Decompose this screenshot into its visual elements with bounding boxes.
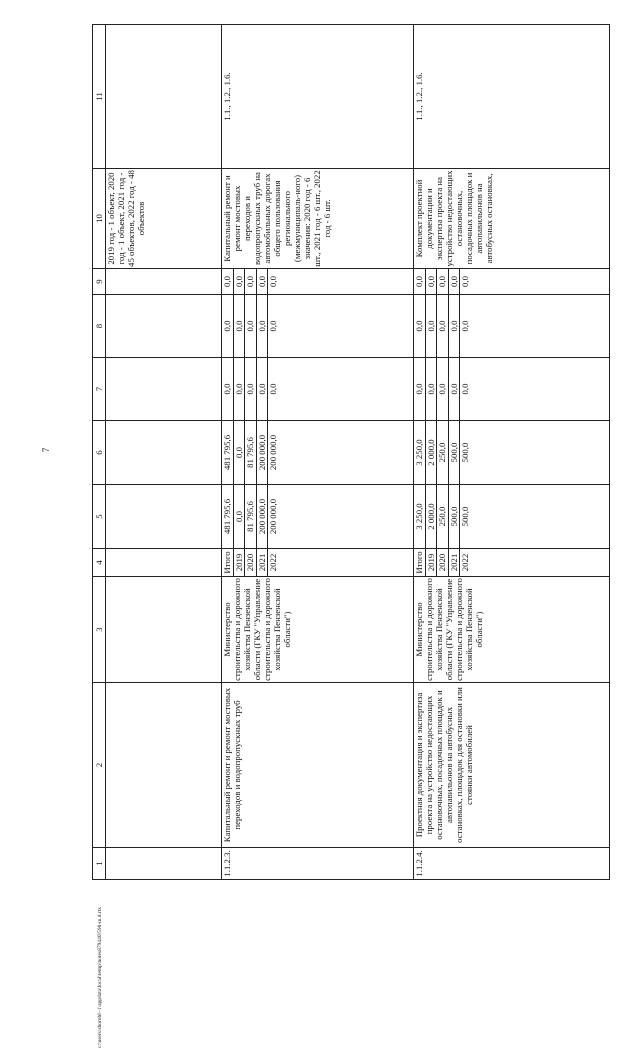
value-cell: 0,0	[222, 358, 234, 420]
value-cell: 481 795,6	[222, 485, 234, 548]
value-cell: 0,0	[268, 320, 278, 332]
value-cell: 0,0	[414, 269, 426, 294]
value-cell: 0,0	[257, 269, 269, 294]
row-result: Капитальный ремонт и ремонт мостовых переходов и водопропускных труб на автомобильных дорогах общего пользования регионального (межмуниципаль-ного) значения: 2020 год - 6 шт., 2021 год - 6 шт., 2022 год - 6 шт.	[222, 169, 414, 269]
row-indicators: 1.1., 1.2., 1.6.	[414, 25, 610, 169]
value-cell: 0,0	[234, 295, 246, 357]
value-cell: 500,0	[449, 421, 461, 484]
row-result: Комплект проектной документации и экспертиза проекта на устройство недостающих остановочных, посадочных площадок и автопавильонов на автобусных остановках,	[414, 169, 610, 269]
value-cell: 0,0	[257, 295, 269, 357]
year-cell: 2022	[460, 553, 470, 572]
header-cell: 5	[93, 485, 106, 549]
value-cell: 0,0	[234, 421, 246, 484]
year-cell: Итого	[414, 549, 426, 576]
row-name: Капитальный ремонт и ремонт мостовых переходов и водопропускных труб	[222, 683, 414, 848]
value-cell: 200 000,0	[268, 434, 278, 471]
header-cell: 10	[93, 169, 106, 269]
table-row-previous	[106, 25, 222, 880]
table-row	[414, 25, 610, 880]
value-cell: 0,0	[460, 320, 470, 332]
header-cell: 7	[93, 358, 106, 421]
year-cell: 2021	[449, 549, 461, 576]
year-cell: 2020	[437, 549, 449, 576]
value-cell: 500,0	[460, 442, 470, 463]
row-code: 1.1.2.3.	[222, 848, 414, 880]
value-cell: 200 000,0	[257, 485, 269, 548]
header-cell: 11	[93, 25, 106, 169]
file-path-footer: c:\users\shorohl~1\appdata\local\temp\notes879440\598-ш.d.rtx	[97, 906, 103, 1048]
value-cell: 0,0	[426, 358, 438, 420]
rotated-table-container	[92, 25, 607, 880]
value-cell: 0,0	[426, 269, 438, 294]
value-cell: 0,0	[234, 485, 246, 548]
value-cell: 0,0	[245, 358, 257, 420]
header-cell: 1	[93, 848, 106, 880]
row-executor: Министерство строительства и дорожного хозяйства Пензенской области (ГКУ "Управление строительства и дорожного хозяйства Пензенской области")	[222, 577, 414, 683]
year-cell: 2020	[245, 549, 257, 576]
value-cell: 81 795,6	[245, 485, 257, 548]
value-cell: 0,0	[257, 358, 269, 420]
header-cell: 6	[93, 421, 106, 485]
value-cell: 0,0	[426, 295, 438, 357]
header-cell: 9	[93, 269, 106, 295]
value-cell: 500,0	[449, 485, 461, 548]
value-cell: 2 000,0	[426, 421, 438, 484]
year-cell: Итого	[222, 549, 234, 576]
row-name: Проектная документация и экспертиза проекта на устройство недостающих остановочных, посадочных площадок и автопавильонов на автобусных остановках, площадок для остановки или стоянки автомобилей	[414, 683, 610, 848]
header-row	[93, 25, 106, 880]
value-cell: 0,0	[437, 358, 449, 420]
table-row	[222, 25, 414, 880]
value-cell: 0,0	[245, 269, 257, 294]
program-table	[92, 24, 610, 880]
year-cell: 2019	[234, 549, 246, 576]
value-cell: 0,0	[460, 383, 470, 395]
header-cell: 3	[93, 577, 106, 683]
header-cell: 2	[93, 683, 106, 848]
value-cell: 0,0	[234, 358, 246, 420]
value-cell: 0,0	[222, 295, 234, 357]
value-cell: 3 250,0	[414, 485, 426, 548]
value-cell: 250,0	[437, 421, 449, 484]
value-cell: 0,0	[460, 276, 470, 287]
value-cell: 0,0	[449, 269, 461, 294]
value-cell: 0,0	[414, 358, 426, 420]
value-cell: 0,0	[437, 295, 449, 357]
header-cell: 8	[93, 295, 106, 358]
page-number: 7	[41, 447, 51, 453]
value-cell: 0,0	[234, 269, 246, 294]
value-cell: 0,0	[449, 295, 461, 357]
year-cell: 2019	[426, 549, 438, 576]
value-cell: 500,0	[460, 506, 470, 527]
row-indicators: 1.1., 1.2., 1.6.	[222, 25, 414, 169]
value-cell: 0,0	[268, 383, 278, 395]
value-cell: 81 795,6	[245, 421, 257, 484]
row-executor: Министерство строительства и дорожного хозяйства Пензенской области (ГКУ "Управление строительства и дорожного хозяйства Пензенской области")	[414, 577, 610, 683]
year-cell: 2021	[257, 549, 269, 576]
value-cell: 200 000,0	[257, 421, 269, 484]
value-cell: 0,0	[245, 295, 257, 357]
row-code: 1.1.2.4.	[414, 848, 610, 880]
value-cell: 0,0	[437, 269, 449, 294]
prev-result-cell: 2019 год - 1 объект, 2020 год - 1 объект, 2021 год - 45 объектов, 2022 год - 48 объектов	[106, 169, 222, 269]
value-cell: 250,0	[437, 485, 449, 548]
value-cell: 0,0	[268, 276, 278, 287]
value-cell: 2 000,0	[426, 485, 438, 548]
year-cell: 2022	[268, 553, 278, 572]
value-cell: 481 795,6	[222, 421, 234, 484]
value-cell: 3 250,0	[414, 421, 426, 484]
value-cell: 0,0	[449, 358, 461, 420]
value-cell: 0,0	[414, 295, 426, 357]
value-cell: 200 000,0	[268, 498, 278, 535]
header-cell: 4	[93, 549, 106, 577]
value-cell: 0,0	[222, 269, 234, 294]
